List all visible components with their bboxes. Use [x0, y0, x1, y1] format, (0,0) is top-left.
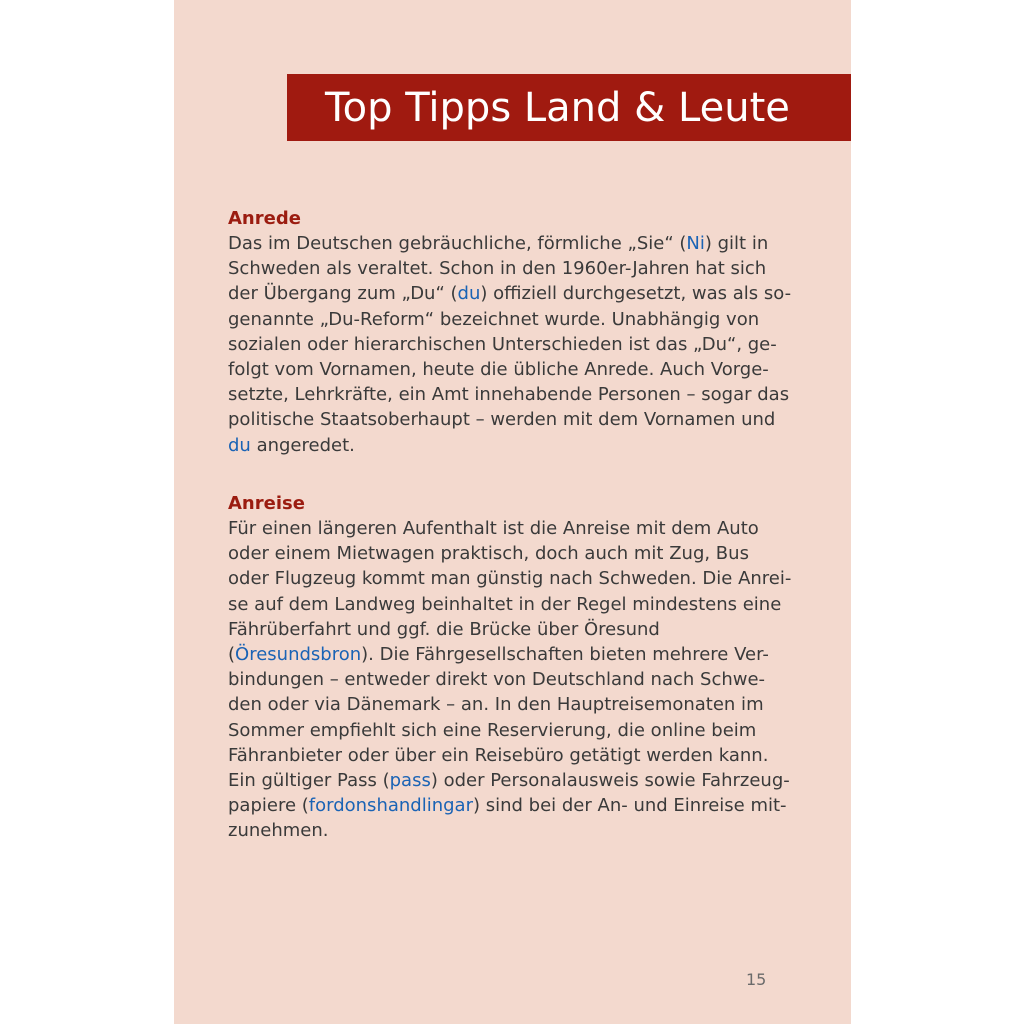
body-text: se auf dem Landweg beinhaltet in der Regel mindestens eine: [228, 593, 782, 615]
body-line: [228, 256, 788, 281]
body-text: papiere (: [228, 795, 309, 817]
title-banner: [287, 74, 851, 141]
body-text: Das im Deutschen gebräuchliche, förmliche „Sie“ (: [228, 233, 687, 254]
body-line: [228, 592, 788, 617]
body-text: bindungen – entweder direkt von Deutschland nach Schwe-: [228, 669, 766, 691]
body-text: zunehmen.: [228, 820, 329, 842]
body-line: [228, 407, 788, 432]
swedish-term: Ni: [686, 233, 705, 254]
body-text: politische Staatsoberhaupt – werden mit dem Vornamen und: [228, 409, 776, 431]
body-text: Fährüberfahrt und ggf. die Brücke über Öresund: [228, 618, 660, 640]
section-body: [228, 231, 792, 458]
body-line: [228, 617, 788, 642]
body-line: [228, 281, 792, 306]
body-text: Fähranbieter oder über ein Reisebüro getätigt werden kann.: [228, 744, 769, 766]
body-text: oder Flugzeug kommt man günstig nach Schweden. Die Anrei-: [228, 568, 792, 590]
body-line: [228, 768, 788, 793]
swedish-term: pass: [389, 770, 431, 792]
body-line: [228, 332, 788, 357]
body-line: [228, 516, 788, 541]
section-heading: Anrede: [228, 208, 301, 229]
swedish-term: Öresundsbron: [235, 644, 362, 666]
body-text: Ein gültiger Pass (: [228, 770, 390, 792]
body-line: [228, 793, 788, 818]
body-text: Sommer empfiehlt sich eine Reservierung, die online beim: [228, 719, 757, 741]
body-text: ) offiziell durchgesetzt, was als so-: [480, 283, 792, 305]
section-anreise: [228, 491, 792, 844]
body-text: setzte, Lehrkräfte, ein Amt innehabende Personen – sogar das: [228, 384, 790, 406]
body-text: Schweden als veraltet. Schon in den 1960er-Jahren hat sich: [228, 258, 767, 280]
section-body: [228, 516, 792, 844]
body-text: sozialen oder hierarchischen Unterschieden ist das „Du“, ge-: [228, 333, 777, 355]
body-line: [228, 231, 788, 256]
swedish-term: fordonshandlingar: [308, 795, 473, 817]
body-text: (: [228, 644, 236, 666]
body-text: angeredet.: [250, 434, 355, 456]
body-line: [228, 642, 788, 667]
swedish-term: du: [457, 283, 481, 305]
body-text: ) sind bei der An- und Einreise mit-: [472, 795, 787, 817]
section-heading: Anreise: [228, 493, 305, 514]
body-text: ) gilt in: [704, 233, 769, 254]
body-line: [228, 818, 788, 843]
body-line: [228, 541, 788, 566]
body-text: ). Die Fährgesellschaften bieten mehrere Ver-: [361, 644, 769, 666]
body-text: oder einem Mietwagen praktisch, doch auch mit Zug, Bus: [228, 543, 749, 565]
body-line: [228, 743, 788, 768]
body-text: der Übergang zum „Du“ (: [228, 283, 458, 305]
body-line: [228, 433, 788, 458]
body-line: [228, 357, 788, 382]
swedish-term: du: [228, 434, 251, 456]
page-title: Top Tipps Land & Leute: [325, 85, 790, 131]
body-line: [228, 667, 788, 692]
body-text: folgt vom Vornamen, heute die übliche Anrede. Auch Vorge-: [228, 359, 769, 381]
body-line: [228, 307, 788, 332]
body-line: [228, 718, 788, 743]
body-line: [228, 566, 792, 591]
body-text: den oder via Dänemark – an. In den Hauptreisemonaten im: [228, 694, 764, 716]
body-line: [228, 382, 788, 407]
page-number: 15: [746, 970, 767, 989]
section-anrede: [228, 206, 792, 458]
body-text: Für einen längeren Aufenthalt ist die Anreise mit dem Auto: [228, 518, 759, 539]
body-line: [228, 692, 788, 717]
body-text: ) oder Personalausweis sowie Fahrzeug-: [430, 770, 790, 792]
body-text: genannte „Du-Reform“ bezeichnet wurde. Unabhängig von: [228, 308, 760, 330]
